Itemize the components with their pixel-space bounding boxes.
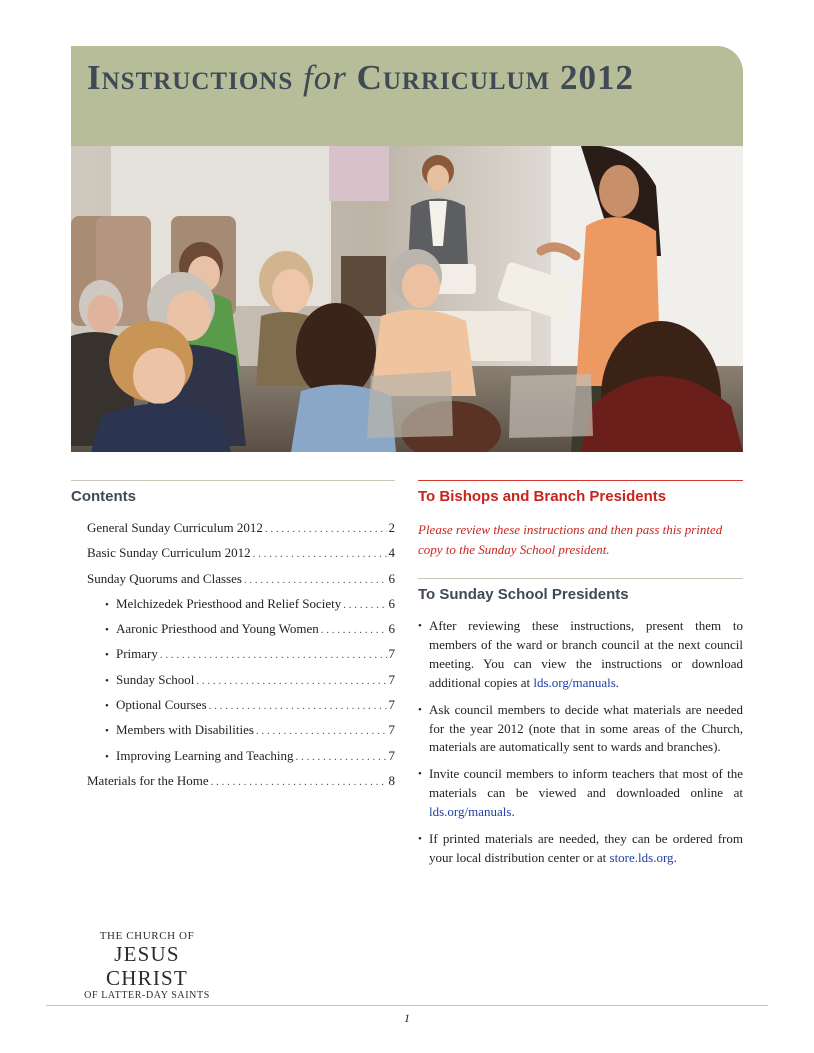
bishops-instruction: Please review these instructions and then pass this printed copy to the Sunday School president. — [418, 522, 723, 557]
toc-item-title: Aaronic Priesthood and Young Women — [116, 621, 319, 637]
title-word-for: for — [302, 58, 347, 97]
toc-item-title: Basic Sunday Curriculum 2012 — [87, 545, 251, 561]
bullet-icon: • — [418, 703, 422, 716]
toc-subitem[interactable] — [71, 692, 395, 717]
bullet-icon: • — [105, 649, 109, 662]
toc-item-page: 4 — [388, 545, 395, 561]
logo-line-2: JESUS CHRIST — [106, 942, 188, 990]
toc-item-page: 7 — [388, 697, 395, 713]
title-word-curriculum: Curriculum — [356, 58, 551, 97]
toc-leader — [256, 719, 387, 744]
toc-item-page: 6 — [388, 621, 395, 637]
toc-item-page: 6 — [388, 570, 395, 586]
footer-rule — [46, 1005, 768, 1006]
list-item — [418, 701, 743, 758]
toc-leader — [296, 745, 387, 770]
toc-item-page: 7 — [388, 722, 395, 738]
toc-item[interactable] — [71, 768, 395, 793]
toc-item-page: 7 — [388, 646, 395, 662]
bullet-icon: • — [105, 725, 109, 738]
logo-line-1: THE CHURCH OF — [99, 930, 195, 942]
toc-item-page: 2 — [388, 520, 395, 535]
bullet-tail: . — [673, 849, 677, 865]
page-number: 1 — [404, 1011, 410, 1025]
toc-item[interactable] — [71, 566, 395, 591]
toc-item-title: Sunday Quorums and Classes — [87, 570, 242, 586]
title-year: 2012 — [559, 58, 634, 97]
toc-item-page: 7 — [388, 671, 395, 687]
title-word-instructions: Instructions — [87, 58, 294, 97]
bullet-icon: • — [105, 700, 109, 713]
page-title — [87, 58, 634, 98]
header-band — [71, 46, 743, 146]
toc-item-title: Sunday School — [116, 671, 195, 687]
church-logo — [72, 930, 222, 1001]
contents-column — [71, 480, 395, 793]
ssp-rule — [418, 578, 743, 579]
bishops-heading: To Bishops and Branch Presidents — [418, 488, 667, 505]
toc-item[interactable] — [71, 515, 395, 540]
toc-leader — [209, 694, 387, 719]
toc-item-title: Materials for the Home — [87, 772, 209, 788]
toc-item-page: 7 — [388, 747, 395, 763]
manuals-link[interactable]: lds.org/manuals — [533, 674, 616, 690]
toc-item-title: Melchizedek Priesthood and Relief Society — [116, 595, 342, 611]
bullet-text: Ask council members to decide what materials are needed for the year 2012 (note that in some areas of the Church, materials are automatically sent to wards and branches). — [429, 701, 743, 755]
bullet-icon: • — [418, 620, 422, 632]
bullet-icon: • — [418, 833, 422, 846]
toc-subitem[interactable] — [71, 667, 395, 692]
bishops-rule — [418, 480, 743, 481]
bullet-icon: • — [418, 768, 422, 781]
toc-subitem[interactable] — [71, 641, 395, 666]
toc-item[interactable] — [71, 540, 395, 565]
toc-subitem[interactable] — [71, 717, 395, 742]
table-of-contents — [71, 515, 395, 793]
toc-leader — [253, 542, 387, 567]
toc-leader — [211, 770, 387, 795]
toc-item-title: Members with Disabilities — [116, 722, 254, 738]
bullet-text: Invite council members to inform teachers that most of the materials can be viewed and downloaded online at — [429, 766, 743, 801]
bullet-text: If printed materials are needed, they can be ordered from your local distribution center or at — [429, 831, 743, 865]
bullet-icon: • — [105, 598, 109, 611]
ssp-bullet-list — [418, 617, 743, 868]
toc-leader — [160, 643, 387, 668]
instructions-column — [418, 480, 743, 876]
toc-item-title: Optional Courses — [116, 697, 207, 713]
bullet-text: After reviewing these instructions, present them to members of the ward or branch council at the next council meeting. You can view the instructions or download additional copies at — [429, 618, 743, 690]
contents-rule — [71, 480, 395, 481]
toc-leader — [265, 517, 387, 542]
hero-photo — [71, 146, 743, 452]
list-item — [418, 765, 743, 822]
toc-subitem[interactable] — [71, 616, 395, 641]
bullet-tail: . — [615, 674, 620, 690]
toc-item-title: Improving Learning and Teaching — [116, 747, 294, 763]
toc-leader — [321, 618, 387, 643]
toc-leader — [244, 568, 387, 593]
bullet-icon: • — [105, 750, 109, 763]
bullet-tail: . — [511, 804, 515, 820]
logo-line-3: OF LATTER-DAY SAINTS — [84, 990, 210, 1001]
contents-heading: Contents — [71, 488, 136, 505]
ssp-heading: To Sunday School Presidents — [418, 586, 629, 603]
toc-item-title: General Sunday Curriculum 2012 — [87, 520, 263, 535]
list-item — [418, 830, 743, 868]
toc-subitem[interactable] — [71, 743, 395, 768]
bullet-icon: • — [105, 674, 109, 687]
list-item — [418, 617, 743, 693]
toc-subitem[interactable] — [71, 591, 395, 616]
classroom-photo-illustration — [71, 146, 743, 452]
toc-item-title: Primary — [116, 646, 158, 662]
toc-leader — [196, 669, 386, 694]
store-link[interactable]: store.lds.org — [609, 849, 674, 865]
toc-item-page: 6 — [388, 595, 395, 611]
manuals-link[interactable]: lds.org/manuals — [429, 804, 512, 820]
toc-leader — [343, 593, 386, 618]
toc-item-page: 8 — [388, 772, 395, 788]
bullet-icon: • — [105, 624, 109, 637]
